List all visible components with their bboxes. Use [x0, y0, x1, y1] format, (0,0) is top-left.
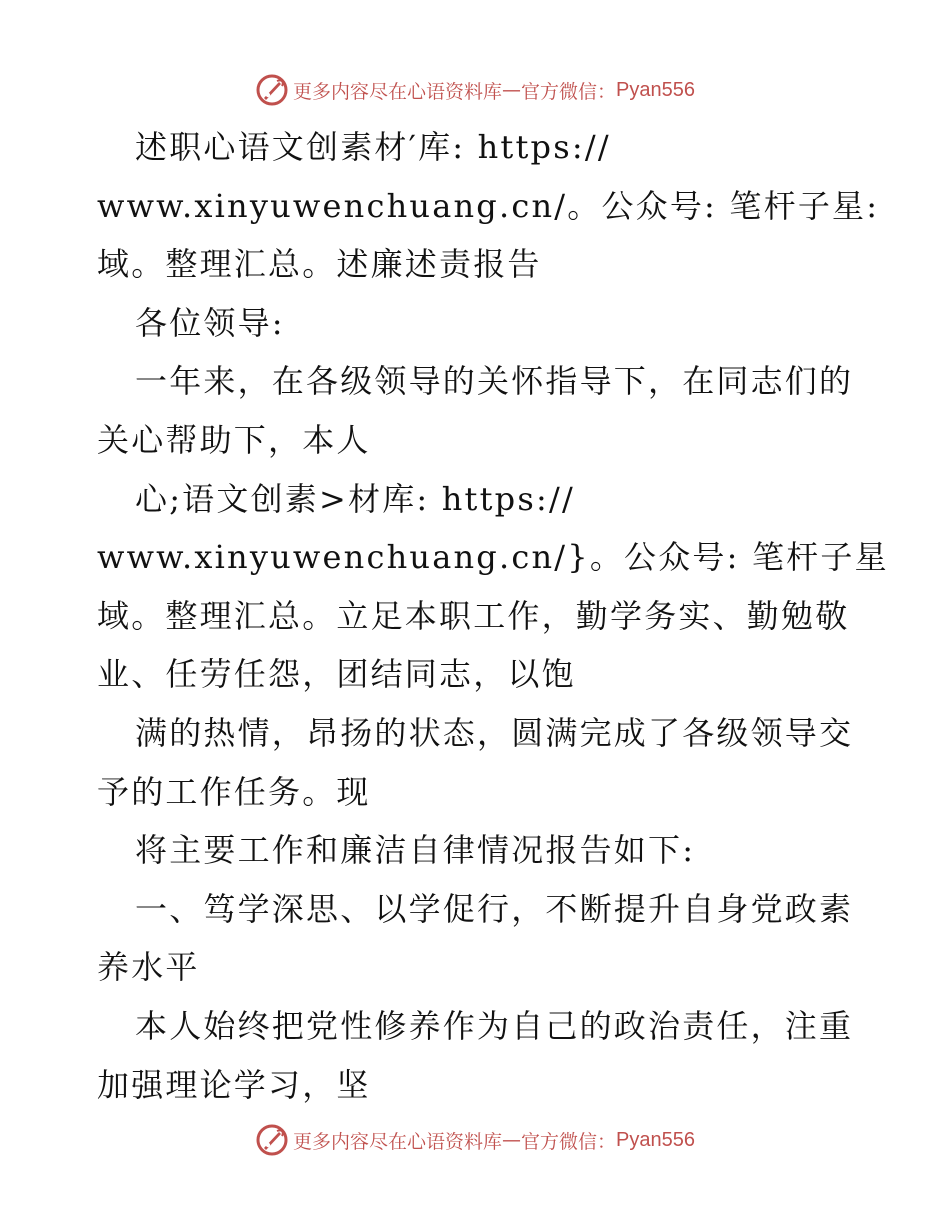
quill-pen-logo-icon — [255, 1123, 289, 1157]
body-line-4: 各位领导: — [135, 303, 285, 342]
footer-wechat-id: Pyan556 — [616, 1128, 695, 1151]
body-line-12: 予的工作任务。现 — [97, 772, 371, 811]
footer-banner — [0, 1120, 950, 1160]
header-banner — [0, 70, 950, 110]
header-separator: — — [502, 79, 522, 101]
document-body — [97, 118, 889, 1114]
body-line-17: 加强理论学习，坚 — [97, 1065, 371, 1104]
body-line-13: 将主要工作和廉洁自律情况报告如下: — [135, 831, 696, 870]
header-promo-text: 更多内容尽在心语资料库 — [293, 80, 503, 103]
body-line-8: www.xinyuwenchuang.cn/}。公众号: 笔杆子星 — [97, 538, 889, 577]
footer-separator: — — [502, 1129, 522, 1151]
body-line-2: www.xinyuwenchuang.cn/。公众号: 笔杆子星: — [97, 186, 880, 225]
footer-wechat-label: 官方微信： — [521, 1130, 617, 1153]
body-line-16: 本人始终把党性修养作为自己的政治责任，注重 — [135, 1006, 854, 1045]
header-wechat-id: Pyan556 — [616, 78, 695, 101]
body-line-10: 业、任劳任怨，团结同志，以饱 — [97, 655, 576, 694]
body-line-7: 心;语文创素>材库: https:// — [135, 479, 575, 518]
header-wechat-label: 官方微信： — [521, 80, 617, 103]
body-line-1: 述职心语文创素材′库: https:// — [135, 128, 611, 166]
body-line-15: 养水平 — [97, 948, 200, 987]
body-line-14: 一、笃学深思、以学促行，不断提升自身党政素 — [135, 889, 854, 928]
body-line-3: 域。整理汇总。述廉述责报告 — [97, 245, 542, 284]
body-line-6: 关心帮助下，本人 — [97, 420, 371, 459]
footer-promo-text: 更多内容尽在心语资料库 — [293, 1130, 503, 1153]
body-line-9: 域。整理汇总。立足本职工作，勤学务实、勤勉敬 — [97, 596, 850, 635]
body-line-5: 一年来，在各级领导的关怀指导下，在同志们的 — [135, 362, 854, 401]
body-line-11: 满的热情，昂扬的状态，圆满完成了各级领导交 — [135, 713, 854, 752]
quill-pen-logo-icon — [255, 73, 289, 107]
